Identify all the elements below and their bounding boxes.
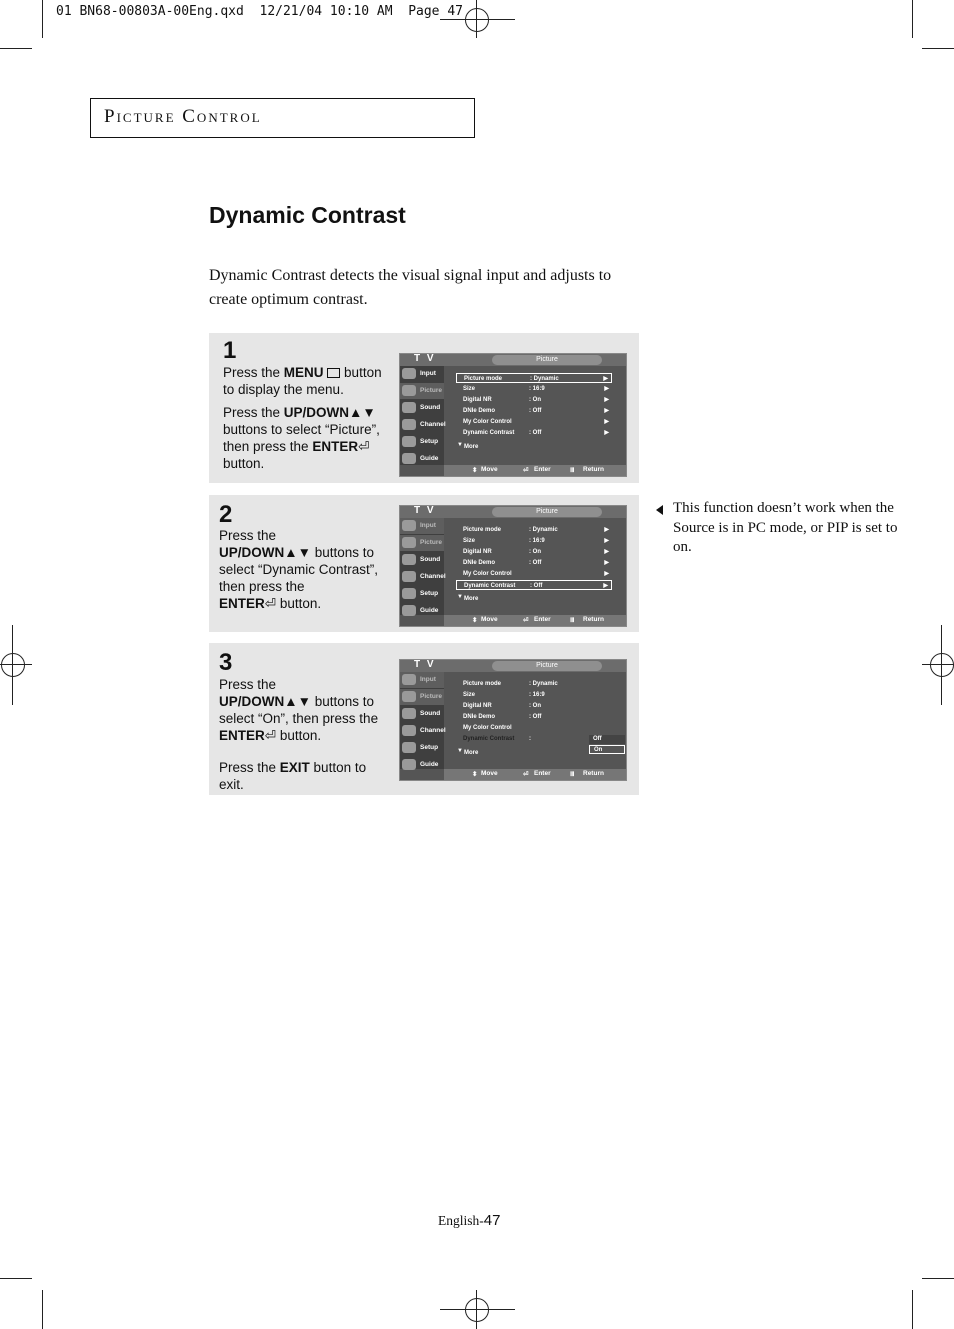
text-run: Press the [223,365,284,380]
osd-tv-label: T V [414,659,436,670]
osd-row: DNIe Demo : Off [463,714,542,720]
osd-row: Dynamic Contrast : Off ▶ [456,580,612,590]
up-down-key-label: UP/DOWN [219,545,285,560]
text-run: buttons to select “Dynamic Contrast”, then press the [219,545,379,594]
move-icon: ⬍ [472,617,478,624]
picture-icon [402,385,416,396]
osd-row: My Color Control ▶ [463,571,609,577]
guide-icon [402,605,416,616]
enter-icon: ⏎ [523,771,529,778]
setup-icon [402,742,416,753]
text-run: Press the [219,760,280,775]
step-3-text [219,676,379,793]
osd-tv-label: T V [414,353,436,364]
osd-sidebar-item: Picture [400,535,444,551]
osd-row: My Color Control [463,725,512,731]
registration-mark [1,653,25,677]
registration-mark [12,625,13,705]
crop-mark [0,1278,32,1279]
step-2-text [219,527,379,612]
osd-sidebar-item: Input [400,518,444,534]
text-run: button. [279,728,322,743]
osd-row: Dynamic Contrast : [463,736,531,742]
registration-mark [941,625,942,705]
enter-icon: ⏎ [358,439,370,454]
menu-key-label: MENU [283,365,324,380]
osd-sidebar-item: Guide [400,757,444,773]
return-icon: Ⅲ [570,771,575,778]
osd-row: DNIe Demo : Off ▶ [463,408,609,414]
setup-icon [402,436,416,447]
text-run: button to display the menu. [223,365,382,397]
registration-mark [922,664,954,665]
osd-row: Size : 16:9 ▶ [463,386,609,392]
osd-bottom-bar: ⬍ Move ⏎ Enter Ⅲ Return [444,769,626,780]
osd-row: Digital NR : On ▶ [463,397,609,403]
enter-key-label: ENTER [312,439,359,454]
osd-more: ▼ More [457,442,479,450]
picture-icon [402,691,416,702]
section-title: Picture Control [104,106,262,127]
crop-mark [0,48,32,49]
osd-tab: Picture [492,661,602,671]
step-1-panel [209,333,639,483]
up-down-arrow-icon: ▲▼ [284,545,311,560]
input-icon [402,674,416,685]
osd-row: Digital NR : On [463,703,541,709]
step-2-panel [209,495,639,632]
footer-language: English- [438,1213,484,1228]
tv-osd-screen [399,659,627,781]
osd-row: Size : 16:9 [463,692,545,698]
registration-mark [0,664,32,665]
osd-sidebar [400,366,444,465]
osd-option-on: On [589,745,625,754]
osd-sidebar-item: Sound [400,400,444,416]
input-icon [402,368,416,379]
note-pointer-icon [656,505,663,515]
input-icon [402,520,416,531]
step-3-panel [209,643,639,795]
up-down-arrow-icon: ▲▼ [349,405,376,420]
return-icon: Ⅲ [570,467,575,474]
osd-top-bar [400,354,626,366]
up-down-arrow-icon: ▲▼ [284,694,311,709]
registration-mark [476,1290,477,1329]
step-1-text [223,364,393,472]
crop-mark [922,1278,954,1279]
guide-icon [402,453,416,464]
crop-mark [922,48,954,49]
registration-mark [465,8,489,32]
osd-row: Size : 16:9 ▶ [463,538,609,544]
text-run: Press the [219,528,277,543]
osd-tab: Picture [492,355,602,365]
osd-sidebar-item: Setup [400,434,444,450]
text-run: Press the [219,677,277,692]
osd-row: Picture mode : Dynamic [463,681,558,687]
osd-sidebar [400,672,444,769]
side-note: This function doesn’t work when the Source is in PC mode, or PIP is set to on. [673,500,898,555]
osd-row: DNIe Demo : Off ▶ [463,560,609,566]
osd-sidebar-item: Channel [400,417,444,433]
osd-sidebar-item: Setup [400,586,444,602]
osd-row: Dynamic Contrast : Off ▶ [463,430,609,436]
crop-mark [42,0,43,38]
text-run: buttons to select “Picture”, then press the [223,422,380,454]
page-footer [438,1212,500,1229]
osd-tv-label: T V [414,505,436,516]
osd-bottom-bar: ⬍ Move ⏎ Enter Ⅲ Return [444,615,626,626]
setup-icon [402,588,416,599]
registration-mark [440,1309,515,1310]
print-header: 01 BN68-00803A-00Eng.qxd 12/21/04 10:10 AM Page 47 [56,4,463,19]
osd-sidebar-item: Input [400,366,444,382]
registration-mark [440,19,515,20]
text-run: button. [223,456,265,471]
channel-icon [402,419,416,430]
osd-tab: Picture [492,507,602,517]
osd-option-off: Off [589,735,625,744]
enter-icon: ⏎ [523,617,529,624]
registration-mark [465,1298,489,1322]
text-run: button to exit. [219,760,367,792]
osd-sidebar-item: Guide [400,451,444,467]
osd-row: Digital NR : On ▶ [463,549,609,555]
osd-sidebar-item: Channel [400,723,444,739]
osd-sidebar-item: Channel [400,569,444,585]
enter-key-label: ENTER [219,596,265,611]
enter-icon: ⏎ [264,728,277,743]
osd-sidebar-item: Picture [400,689,444,705]
channel-icon [402,571,416,582]
up-down-key-label: UP/DOWN [283,405,350,420]
intro-paragraph: Dynamic Contrast detects the visual signal input and adjusts to create optimum contrast. [209,267,612,308]
crop-mark [42,1290,43,1329]
page-number: 47 [483,1212,501,1229]
osd-sidebar-item: Setup [400,740,444,756]
osd-bottom-bar: ⬍ Move ⏎ Enter Ⅲ Return [444,465,626,476]
text-run: button. [279,596,322,611]
sound-icon [402,708,416,719]
picture-icon [402,537,416,548]
osd-more: ▼ More [457,748,479,756]
step-number: 3 [219,649,233,676]
channel-icon [402,725,416,736]
move-icon: ⬍ [472,467,478,474]
osd-sidebar-item: Input [400,672,444,688]
osd-sidebar [400,518,444,615]
up-down-key-label: UP/DOWN [219,694,285,709]
osd-row: My Color Control ▶ [463,419,609,425]
osd-sidebar-item: Guide [400,603,444,619]
osd-sidebar-item: Sound [400,706,444,722]
osd-row: Picture mode : Dynamic ▶ [456,373,612,383]
registration-mark [930,653,954,677]
page-title: Dynamic Contrast [209,202,406,228]
crop-mark [912,1290,913,1329]
guide-icon [402,759,416,770]
tv-osd-screen [399,505,627,627]
osd-top-bar [400,506,626,518]
registration-mark [476,0,477,38]
return-icon: Ⅲ [570,617,575,624]
step-number: 1 [223,337,237,364]
exit-key-label: EXIT [279,760,310,775]
menu-button-icon [327,368,340,378]
step-number: 2 [219,501,233,528]
osd-sidebar-item: Picture [400,383,444,399]
enter-icon: ⏎ [264,596,277,611]
text-run: Press the [223,405,284,420]
move-icon: ⬍ [472,771,478,778]
osd-top-bar [400,660,626,672]
tv-osd-screen [399,353,627,477]
osd-more: ▼ More [457,594,479,602]
osd-sidebar-item: Sound [400,552,444,568]
enter-icon: ⏎ [523,467,529,474]
sound-icon [402,402,416,413]
text-run: buttons to select “On”, then press the [219,694,379,726]
osd-row: Picture mode : Dynamic ▶ [463,527,609,533]
crop-mark [912,0,913,38]
enter-key-label: ENTER [219,728,265,743]
sound-icon [402,554,416,565]
